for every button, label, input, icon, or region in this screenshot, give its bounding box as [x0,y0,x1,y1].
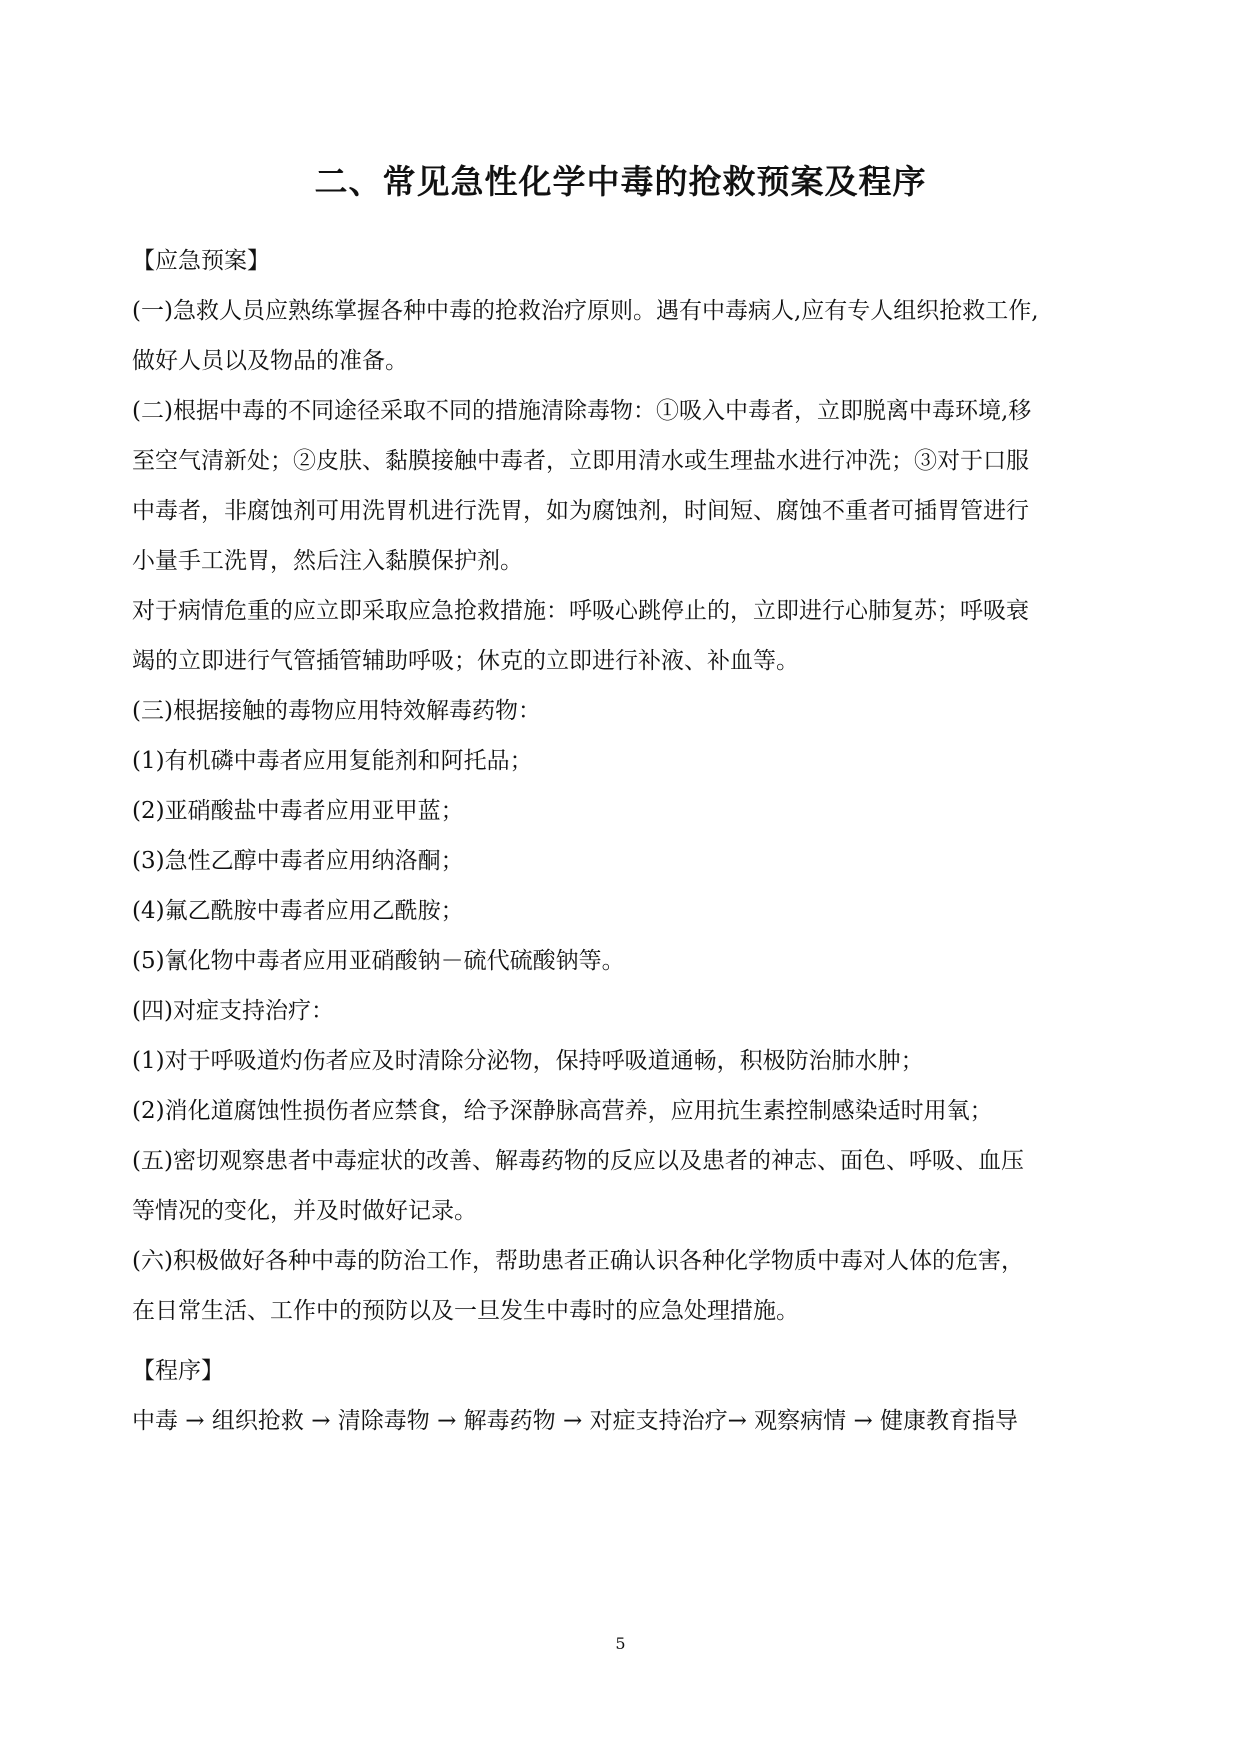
plan-line: (六)积极做好各种中毒的防治工作，帮助患者正确认识各种化学物质中毒对人体的危害， [132,1248,1024,1274]
plan-line: 竭的立即进行气管插管辅助呼吸；休克的立即进行补液、补血等。 [132,648,799,674]
page-number: 5 [615,1634,626,1653]
procedure-flow: 中毒 → 组织抢救 → 清除毒物 → 解毒药物 → 对症支持治疗→ 观察病情 → 健康教育指导 [132,1408,1019,1434]
plan-line: (2)消化道腐蚀性损伤者应禁食，给予深静脉高营养，应用抗生素控制感染适时用氧； [132,1098,993,1124]
page-title: 二、常见急性化学中毒的抢救预案及程序 [314,162,927,201]
plan-line: (4)氟乙酰胺中毒者应用乙酰胺； [132,898,464,924]
document-body [132,236,1112,1446]
plan-line: 至空气清新处；②皮肤、黏膜接触中毒者，立即用清水或生理盐水进行冲洗；③对于口服 [132,448,1029,474]
plan-line: (三)根据接触的毒物应用特效解毒药物： [132,698,541,724]
section-spacer [132,1336,1112,1346]
plan-line: (5)氰化物中毒者应用亚硝酸钠－硫代硫酸钠等。 [132,948,625,974]
plan-line: 中毒者，非腐蚀剂可用洗胃机进行洗胃，如为腐蚀剂，时间短、腐蚀不重者可插胃管进行 [132,498,1029,524]
plan-line: (2)亚硝酸盐中毒者应用亚甲蓝； [132,798,464,824]
plan-line: (五)密切观察患者中毒症状的改善、解毒药物的反应以及患者的神志、面色、呼吸、血压 [132,1148,1024,1174]
plan-heading: 【应急预案】 [132,248,270,274]
plan-line: (1)有机磷中毒者应用复能剂和阿托品； [132,748,533,774]
plan-line: (1)对于呼吸道灼伤者应及时清除分泌物，保持呼吸道通畅，积极防治肺水肿； [132,1048,924,1074]
plan-line: (一)急救人员应熟练掌握各种中毒的抢救治疗原则。遇有中毒病人,应有专人组织抢救工作, [132,298,1039,324]
plan-line: (四)对症支持治疗： [132,998,334,1024]
procedure-heading: 【程序】 [132,1358,224,1384]
plan-line: 等情况的变化，并及时做好记录。 [132,1198,477,1224]
plan-line: (3)急性乙醇中毒者应用纳洛酮； [132,848,464,874]
plan-line: 小量手工洗胃，然后注入黏膜保护剂。 [132,548,523,574]
plan-line: 做好人员以及物品的准备。 [132,348,408,374]
plan-line: 在日常生活、工作中的预防以及一旦发生中毒时的应急处理措施。 [132,1298,799,1324]
plan-line: (二)根据中毒的不同途径采取不同的措施清除毒物：①吸入中毒者，立即脱离中毒环境,移 [132,398,1032,424]
plan-line: 对于病情危重的应立即采取应急抢救措施：呼吸心跳停止的，立即进行心肺复苏；呼吸衰 [132,598,1029,624]
